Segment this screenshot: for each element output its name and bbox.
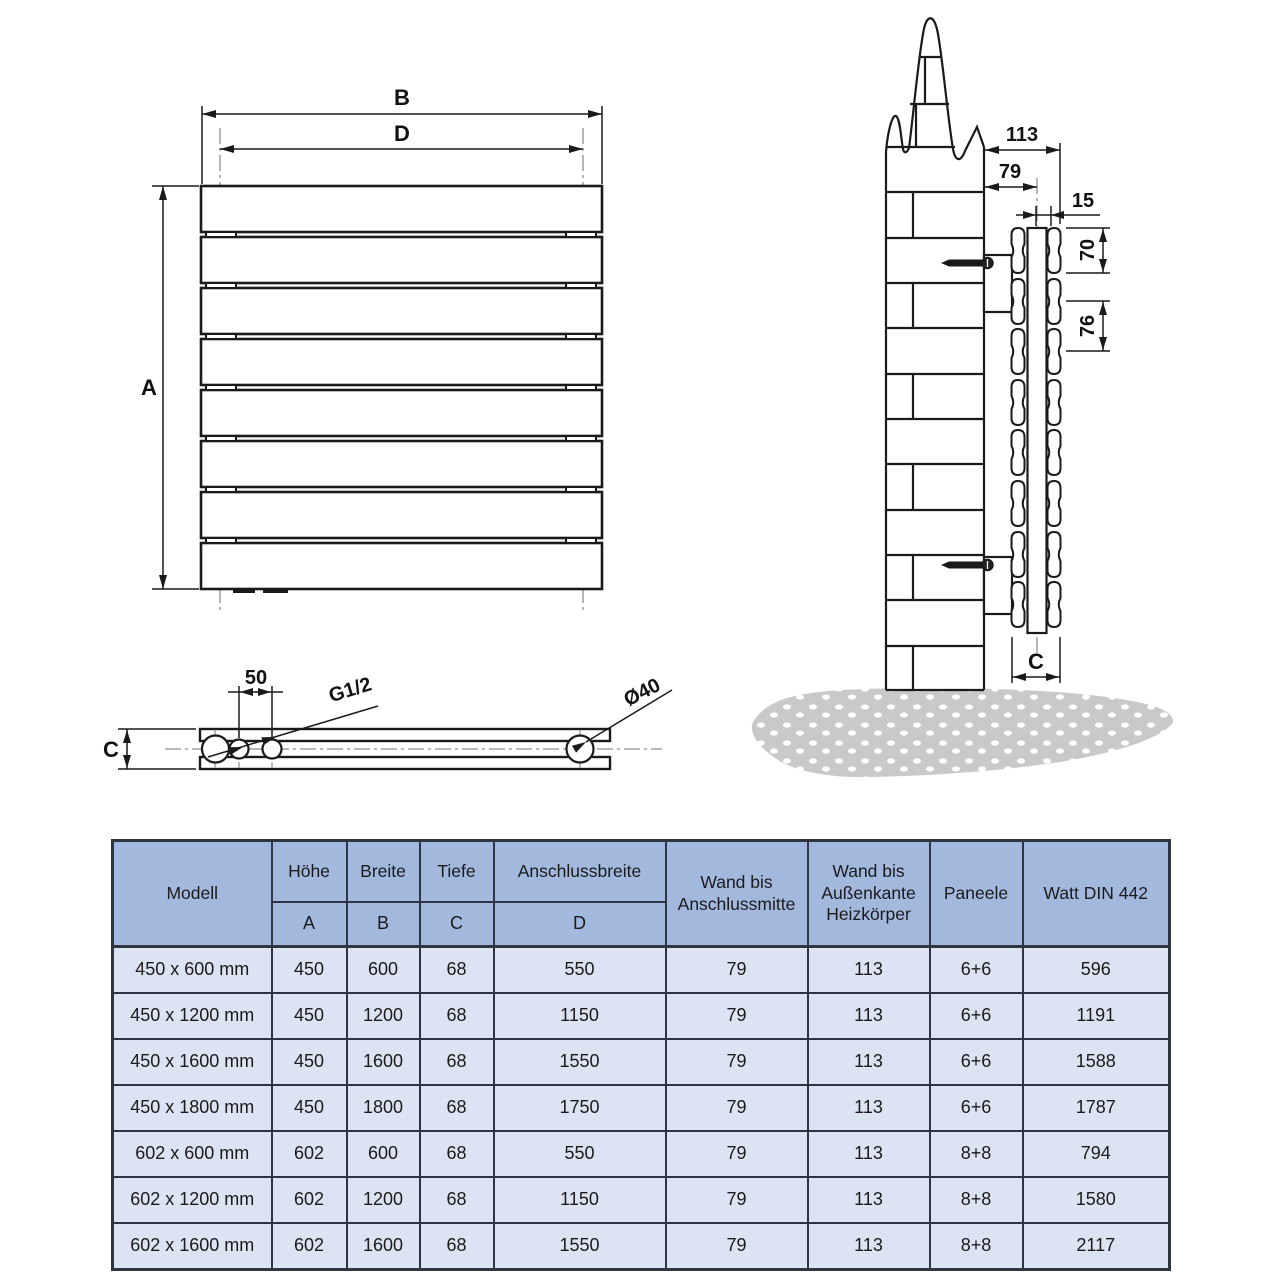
table-row	[113, 1131, 1170, 1177]
cell-b: 1600	[347, 1039, 420, 1085]
cell-b: 1600	[347, 1223, 420, 1270]
front-view	[141, 85, 602, 612]
cell-wall-mid: 79	[666, 1223, 808, 1270]
header-letter-a: A	[272, 902, 347, 947]
cell-c: 68	[420, 993, 494, 1039]
cell-b: 600	[347, 1131, 420, 1177]
dim-label-d: D	[394, 121, 410, 146]
cell-c: 68	[420, 947, 494, 994]
dim-label-b: B	[394, 85, 410, 110]
cell-c: 68	[420, 1039, 494, 1085]
cell-panels: 6+6	[930, 947, 1023, 994]
header-modell: Modell	[113, 841, 272, 947]
cell-wall-mid: 79	[666, 993, 808, 1039]
cell-panels: 8+8	[930, 1131, 1023, 1177]
cell-d: 550	[494, 1131, 666, 1177]
header-wand-anschlussmitte: Wand bis Anschlussmitte	[666, 841, 808, 947]
cell-watt: 1787	[1023, 1085, 1170, 1131]
cell-model: 602 x 600 mm	[113, 1131, 272, 1177]
table-row	[113, 1223, 1170, 1270]
wall-break-line	[886, 18, 984, 159]
cell-panels: 6+6	[930, 1039, 1023, 1085]
cell-wall-mid: 79	[666, 1085, 808, 1131]
header-tiefe: Tiefe	[420, 841, 494, 903]
cell-wall-mid: 79	[666, 947, 808, 994]
side-view	[752, 18, 1173, 777]
dim-label-15: 15	[1071, 190, 1095, 212]
dim-label-c-side: C	[1028, 649, 1044, 674]
spec-table	[111, 839, 1171, 1271]
cell-watt: 794	[1023, 1131, 1170, 1177]
table-row	[113, 993, 1170, 1039]
cell-a: 602	[272, 1131, 347, 1177]
cell-model: 450 x 600 mm	[113, 947, 272, 994]
cell-panels: 8+8	[930, 1223, 1023, 1270]
cell-a: 450	[272, 1085, 347, 1131]
cell-wall-mid: 79	[666, 1039, 808, 1085]
cell-c: 68	[420, 1177, 494, 1223]
cell-a: 450	[272, 993, 347, 1039]
cell-b: 600	[347, 947, 420, 994]
cell-model: 450 x 1800 mm	[113, 1085, 272, 1131]
dim-label-79: 79	[998, 161, 1022, 183]
dim-label-76: 76	[1077, 314, 1099, 338]
cell-d: 1550	[494, 1039, 666, 1085]
dim-label-a: A	[141, 375, 157, 400]
dimension-d	[220, 145, 583, 153]
cell-wall-mid: 79	[666, 1131, 808, 1177]
brick-wall	[886, 18, 984, 690]
header-letter-c: C	[420, 902, 494, 947]
cell-watt: 1588	[1023, 1039, 1170, 1085]
water-channel	[1028, 228, 1047, 633]
cell-wall-outer: 113	[808, 1177, 930, 1223]
header-wand-aussenkante: Wand bis Außenkante Heizkörper	[808, 841, 930, 947]
cell-a: 602	[272, 1177, 347, 1223]
plan-view	[103, 667, 672, 769]
cell-d: 1750	[494, 1085, 666, 1131]
cell-model: 450 x 1200 mm	[113, 993, 272, 1039]
thread-label: G1/2	[326, 673, 375, 708]
dimension-c-plan	[118, 729, 196, 769]
cell-c: 68	[420, 1085, 494, 1131]
cell-d: 550	[494, 947, 666, 994]
header-letter-d: D	[494, 902, 666, 947]
cell-watt: 596	[1023, 947, 1170, 994]
table-row	[113, 1085, 1170, 1131]
header-breite: Breite	[347, 841, 420, 903]
cell-watt: 2117	[1023, 1223, 1170, 1270]
cell-b: 1200	[347, 993, 420, 1039]
dim-label-113: 113	[1005, 124, 1039, 146]
cell-c: 68	[420, 1223, 494, 1270]
dimension-a	[152, 186, 199, 589]
convector-fins-left	[1012, 228, 1025, 627]
cell-model: 602 x 1600 mm	[113, 1223, 272, 1270]
header-hoehe: Höhe	[272, 841, 347, 903]
table-row	[113, 1039, 1170, 1085]
cell-watt: 1191	[1023, 993, 1170, 1039]
cell-panels: 6+6	[930, 1085, 1023, 1131]
radiator-panels	[201, 186, 602, 589]
cell-a: 450	[272, 1039, 347, 1085]
cell-panels: 6+6	[930, 993, 1023, 1039]
cell-watt: 1580	[1023, 1177, 1170, 1223]
cell-wall-outer: 113	[808, 1085, 930, 1131]
dim-label-c-plan: C	[103, 737, 119, 762]
cell-wall-mid: 79	[666, 1177, 808, 1223]
dim-label-50: 50	[244, 667, 268, 689]
table-row	[113, 947, 1170, 994]
floor	[752, 688, 1173, 777]
dim-label-70: 70	[1077, 238, 1099, 262]
cell-a: 450	[272, 947, 347, 994]
diameter-label: Ø40	[620, 674, 665, 712]
cell-c: 68	[420, 1131, 494, 1177]
cell-model: 450 x 1600 mm	[113, 1039, 272, 1085]
cell-wall-outer: 113	[808, 1223, 930, 1270]
header-letter-b: B	[347, 902, 420, 947]
cell-d: 1150	[494, 1177, 666, 1223]
table-row	[113, 1177, 1170, 1223]
convector-fins-right	[1048, 228, 1061, 627]
cell-wall-outer: 113	[808, 947, 930, 994]
cell-wall-outer: 113	[808, 993, 930, 1039]
cell-wall-outer: 113	[808, 1039, 930, 1085]
cell-model: 602 x 1200 mm	[113, 1177, 272, 1223]
cell-panels: 8+8	[930, 1177, 1023, 1223]
cell-a: 602	[272, 1223, 347, 1270]
cell-b: 1200	[347, 1177, 420, 1223]
header-paneele: Paneele	[930, 841, 1023, 947]
cell-d: 1550	[494, 1223, 666, 1270]
cell-wall-outer: 113	[808, 1131, 930, 1177]
cell-b: 1800	[347, 1085, 420, 1131]
dimension-113	[985, 143, 1060, 224]
cell-d: 1150	[494, 993, 666, 1039]
header-anschlussbreite: Anschlussbreite	[494, 841, 666, 903]
dimension-79	[985, 183, 1037, 191]
header-watt: Watt DIN 442	[1023, 841, 1170, 947]
